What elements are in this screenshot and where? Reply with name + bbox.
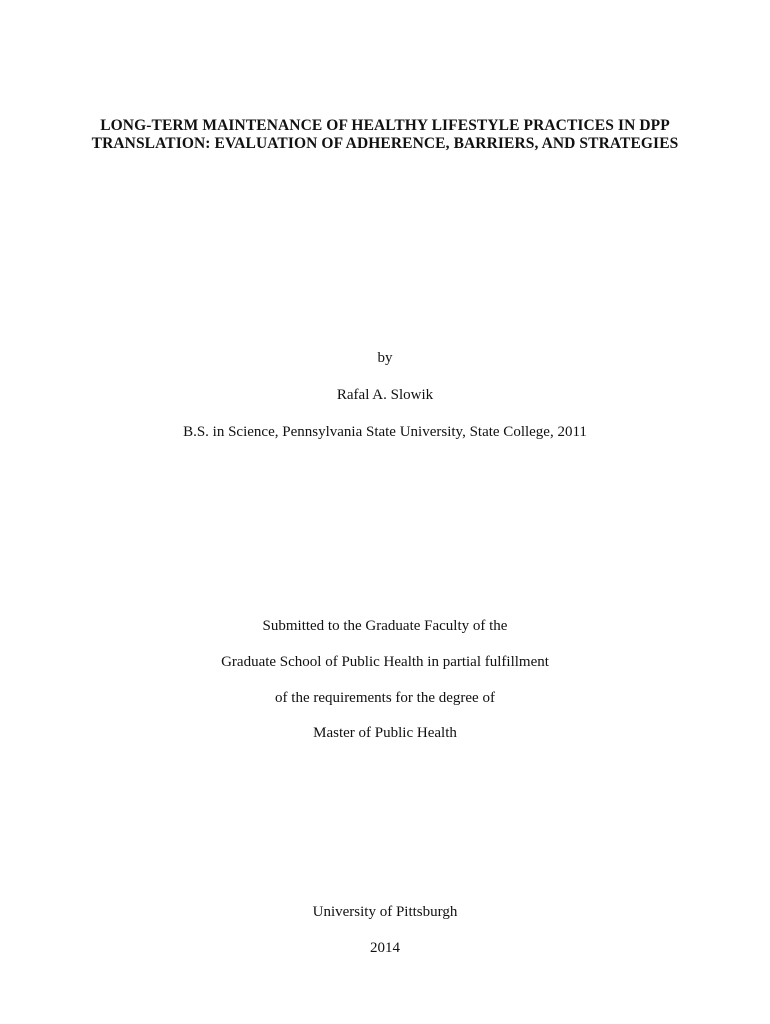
submission-line: of the requirements for the degree of: [275, 690, 495, 706]
thesis-title-line-1: LONG-TERM MAINTENANCE OF HEALTHY LIFESTYLE PRACTICES IN DPP: [100, 117, 670, 134]
submission-line: Submitted to the Graduate Faculty of the: [262, 618, 508, 634]
thesis-title-line-2: TRANSLATION: EVALUATION OF ADHERENCE, BARRIERS, AND STRATEGIES: [91, 135, 679, 152]
prior-degree: B.S. in Science, Pennsylvania State University, State College, 2011: [183, 424, 587, 440]
university-name: University of Pittsburgh: [312, 904, 458, 920]
by-label: by: [377, 350, 393, 366]
author-name: Rafal A. Slowik: [336, 387, 434, 403]
degree-name: Master of Public Health: [313, 725, 457, 741]
submission-line: Graduate School of Public Health in partial fulfillment: [221, 654, 549, 670]
year: 2014: [370, 940, 400, 956]
